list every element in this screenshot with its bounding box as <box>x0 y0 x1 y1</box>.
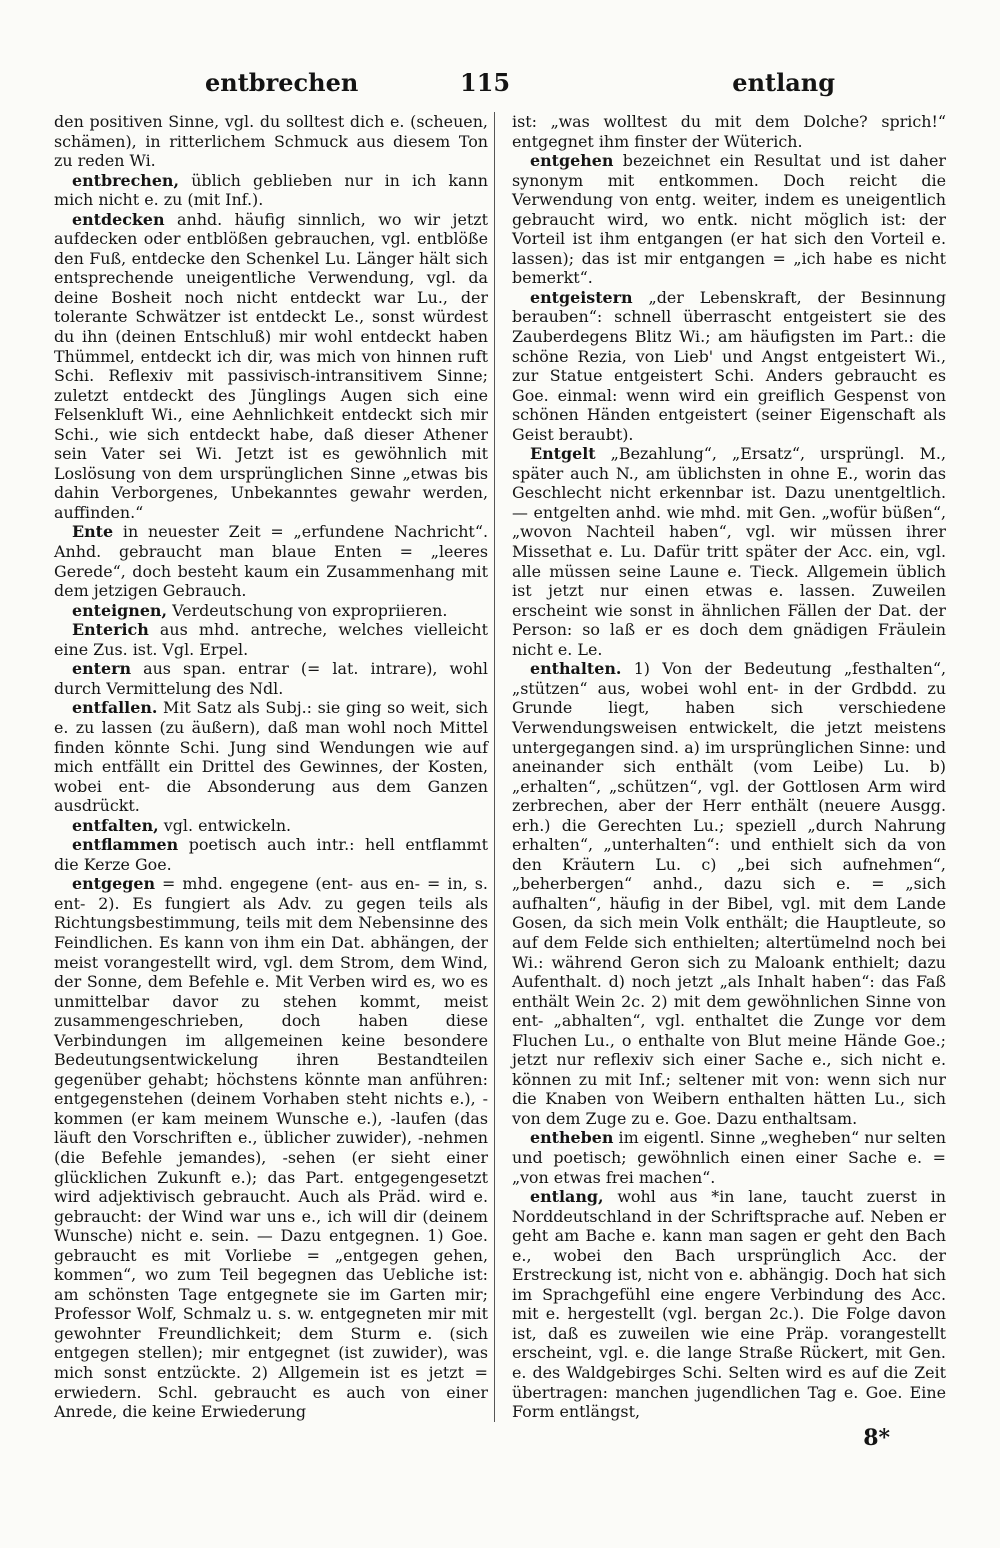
entry-headword: enteignen, <box>72 600 168 620</box>
entry-text: ist: „was wolltest du mit dem Dolche? sprich!“ entgegnet ihm finster der Wüterich. <box>512 112 946 151</box>
entry-text: „der Lebenskraft, der Besinnung berauben“: schnell überrascht entgeistert sie des Zauberdegens Blitz Wi.; am häufigsten im Part.: die schöne Rezia, von Lieb' und Angst entgeistert Wi., zur Statue entgeistert Schi. Anders gebraucht es Goe. einmal: wenn wird ein greiflich Gespenst von schönen Händen entgeistert (seiner Eigenschaft als Geist beraubt). <box>512 287 946 444</box>
entry-headword: entfalten, <box>72 815 159 835</box>
dictionary-entry <box>512 1128 946 1187</box>
entry-headword: enthalten. <box>530 659 622 679</box>
entry-text: aus mhd. antreche, welches vielleicht eine Zus. ist. Vgl. Erpel. <box>54 620 488 659</box>
dictionary-entry <box>54 171 488 210</box>
entry-text: bezeichnet ein Resultat und ist daher synonym mit entkommen. Doch reicht die Verwendung von entg. weiter, indem es uneigentlich gebraucht wird, wo entk. nicht möglich ist: der Vorteil ist ihm entgangen (er hat sich den Vorteil e. lassen); das ist mir entgangen = „ich habe es nicht bemerkt“. <box>512 151 946 288</box>
dictionary-entry <box>54 620 488 659</box>
entry-headword: entheben <box>530 1128 614 1148</box>
entry-headword: entflammen <box>72 835 179 855</box>
entry-headword: entlang, <box>530 1187 604 1207</box>
entry-text: Verdeutschung von expropriieren. <box>167 600 448 620</box>
entry-headword: Enterich <box>72 620 149 640</box>
entry-text: poetisch auch intr.: hell entflammt die Kerze Goe. <box>54 835 488 874</box>
left-column <box>54 112 488 1422</box>
entry-headword: entern <box>72 659 132 679</box>
entry-headword: entbrechen, <box>72 170 180 190</box>
entry-headword: entgegen <box>72 874 155 894</box>
entry-headword: entgeistern <box>530 287 633 307</box>
dictionary-entry <box>512 151 946 288</box>
entry-headword: entfallen. <box>72 698 158 718</box>
dictionary-entry <box>512 288 946 444</box>
dictionary-entry <box>54 522 488 600</box>
entry-text: den positiven Sinne, vgl. du solltest dich e. (scheuen, schämen), in ritterlichem Schmuck aus diesem Ton zu reden Wi. <box>54 112 488 171</box>
entry-text: vgl. entwickeln. <box>158 815 292 835</box>
dictionary-entry <box>512 112 946 151</box>
dictionary-entry <box>512 444 946 659</box>
column-divider <box>494 112 495 1422</box>
header-right-word: entlang <box>732 68 835 97</box>
entry-headword: entgehen <box>530 151 614 171</box>
dictionary-entry <box>54 698 488 815</box>
dictionary-entry <box>54 601 488 621</box>
right-column <box>512 112 946 1422</box>
entry-headword: Entgelt <box>530 444 596 464</box>
dictionary-entry <box>54 112 488 171</box>
page-number: 115 <box>460 68 511 97</box>
entry-text: 1) Von der Bedeutung „festhalten“, „stützen“ aus, wobei wohl ent- in der Grdbdd. zu Grunde liegt, haben sich verschiedene Verwendungsweisen entwickelt, die jetzt meistens untergegangen sind. a) im ursprünglichen Sinne: und aneinander sich enthält (vom Leibe) Lu. b) „erhalten“, „schützen“, vgl. der Gottlosen Arm wird zerbrechen, aber der Herr enthält (neuere Ausgg. erh.) die Gerechten Lu.; speziell „durch Nahrung erhalten“, „unterhalten“: und enthielt sich da von den Kräutern Lu. c) „bei sich aufnehmen“, „beherbergen“ anhd., dazu sich e. = „sich aufhalten“, häufig in der Bibel, vgl. mit dem Lande Gosen, da sich mein Volk enthält; die Hauptleute, so auf dem Felde sich enthielten; altertümelnd noch bei Wi.: während Geron sich zu Maloank enthielt; dazu Aufenthalt. d) noch jetzt „als Inhalt haben“: das Faß enthält Wein 2c. 2) mit dem gewöhnlichen Sinne von ent- „abhalten“, vgl. enthaltet die Zunge vor dem Fluchen Lu., o enthalte von Blut meine Hände Goe.; jetzt nur reflexiv sich einer Sache e., sich nicht e. können zu mit Inf.; seltener mit von: wenn sich nur die Knaben von Weibern enthalten hätten Lu., sich von dem Zuge zu e. Goe. Dazu enthaltsam. <box>512 659 946 1128</box>
entry-text: üblich geblieben nur in ich kann mich nicht e. zu (mit Inf.). <box>54 170 488 210</box>
entry-headword: entdecken <box>72 209 165 229</box>
entry-text: = mhd. engegene (ent- aus en- = in, s. ent- 2). Es fungiert als Adv. zu gegen teils als Richtungsbestimmung, teils mit dem Nebensinne des Feindlichen. Es kann von ihm ein Dat. abhängen, der meist vorangestellt wird, vgl. dem Strom, dem Wind, der Sonne, dem Befehle e. Mit Verben wird es, wo es unmittelbar davor zu stehen kommt, meist zusammengeschrieben, doch haben diese Verbindungen im allgemeinen keine besondere Bedeutungsentwickelung ihren Bestandteilen gegenüber gehabt; höchstens könnte man anführen: entgegenstehen (deinem Vorhaben steht nichts e.), -kommen (er kam meinem Wunsche e.), -laufen (das läuft den Vorschriften e., üblicher zuwider), -nehmen (die Befehle jemandes), -sehen (er sieht einer glücklichen Zukunft e.); das Part. entgegengesetzt wird adjektivisch gebraucht. Auch als Präd. wird e. gebraucht: der Wind war uns e., ich will dir (deinem Wunsche) nicht e. sein. — Dazu entgegnen. 1) Goe. gebraucht es mit Vorliebe = „entgegen gehen, kommen“, wo zum Teil begegnen das Uebliche ist: am schönsten Tage entgegnete sie im Garten mir; Professor Wolf, Schmalz u. s. w. entgegneten mir mit gewohnter Freundlichkeit; dem Sturm e. (sich entgegen stellen); mir entgegnet (ist zuwider), was mich sonst entzückte. 2) Allgemein ist es jetzt = erwiedern. Schl. gebraucht es auch von einer Anrede, die keine Erwiederung <box>54 874 488 1422</box>
entry-text: im eigentl. Sinne „wegheben“ nur selten und poetisch; gewöhnlich einen einer Sache e. = „von etwas frei machen“. <box>512 1128 947 1187</box>
dictionary-entry <box>512 659 946 1128</box>
entry-text: wohl aus *in lane, taucht zuerst in Norddeutschland in der Schriftsprache auf. Neben er geht am Bache e. kann man sagen er geht den Bach e., wobei den Bach ursprünglich Acc. der Erstreckung ist, nicht von e. abhängig. Doch hat sich im Sprachgefühl eine engere Verbindung des Acc. mit e. hergestellt (vgl. bergan 2c.). Die Folge davon ist, daß es zuweilen wie eine Präp. vorangestellt erscheint, vgl. e. die lange Straße Rückert, mit Gen. e. des Waldgebirges Schi. Selten wird es auf die Zeit übertragen: manchen jugendlichen Tag e. Goe. Eine Form entlängst, <box>512 1187 946 1422</box>
entry-text: „Bezahlung“, „Ersatz“, ursprüngl. M., später auch N., am üblichsten in ohne E., worin das Geschlecht nicht erkennbar ist. Dazu unentgeltlich. — entgelten anhd. wie mhd. mit Gen. „wofür büßen“, „wovon Nachteil haben“, vgl. wir müssen ihrer Missethat e. Lu. Dafür tritt später der Acc. ein, vgl. alle müssen seine Laune e. Tieck. Allgemein üblich ist jetzt nur einen etwas e. lassen. Zuweilen erscheint wie sonst in ähnlichen Fällen der Dat. der Person: so laß er es doch dem gnädigen Fräulein nicht e. Le. <box>512 444 946 659</box>
dictionary-entry <box>54 659 488 698</box>
entry-text: Mit Satz als Subj.: sie ging so weit, sich e. zu lassen (zu äußern), daß man wohl noch Mittel finden könnte Schi. Jung sind Wendungen wie auf mich entfällt ein Drittel des Gewinnes, der Kosten, wobei ent- die Absonderung aus dem Ganzen ausdrückt. <box>54 698 488 816</box>
entry-headword: Ente <box>72 522 114 542</box>
dictionary-entry <box>512 1187 946 1422</box>
dictionary-entry <box>54 874 488 1421</box>
entry-text: anhd. häufig sinnlich, wo wir jetzt aufdecken oder entblößen gebrauchen, vgl. entblöße den Fuß, entdecke den Schenkel Lu. Länger hält sich entsprechende uneigentliche Verwendung, vgl. da deine Bosheit noch nicht entdeckt war Lu., der tolerante Schwätzer ist entdeckt Le., sonst würdest du ihn (deinen Entschluß) mir wohl entdeckt haben Thümmel, entdeckt ich dir, was mich von hinnen ruft Schi. Reflexiv mit passivisch-intransitivem Sinne; zuletzt entdeckt des Jünglings Augen sich eine Felsenkluft Wi., eine Aehnlichkeit entdeckt sich mir Schi., wie sich entdeckt habe, daß dieser Athener sein Vater sei Wi. Jetzt ist es gewöhnlich mit Loslösung von dem ursprünglichen Sinne „etwas bis dahin Verborgenes, Unbekanntes gewahr werden, auffinden.“ <box>54 209 488 522</box>
running-header <box>50 62 950 102</box>
dictionary-entry <box>54 210 488 523</box>
entry-text: in neuester Zeit = „erfundene Nachricht“. Anhd. gebraucht man blaue Enten = „leeres Gerede“, doch besteht kaum ein Zusammenhang mit dem jetzigen Gebrauch. <box>54 522 488 601</box>
dictionary-entry <box>54 816 488 836</box>
dictionary-entry <box>54 835 488 874</box>
entry-text: aus span. entrar (= lat. intrare), wohl durch Vermittelung des Ndl. <box>54 659 488 698</box>
header-left-word: entbrechen <box>205 68 359 97</box>
signature-mark: 8* <box>863 1425 890 1451</box>
